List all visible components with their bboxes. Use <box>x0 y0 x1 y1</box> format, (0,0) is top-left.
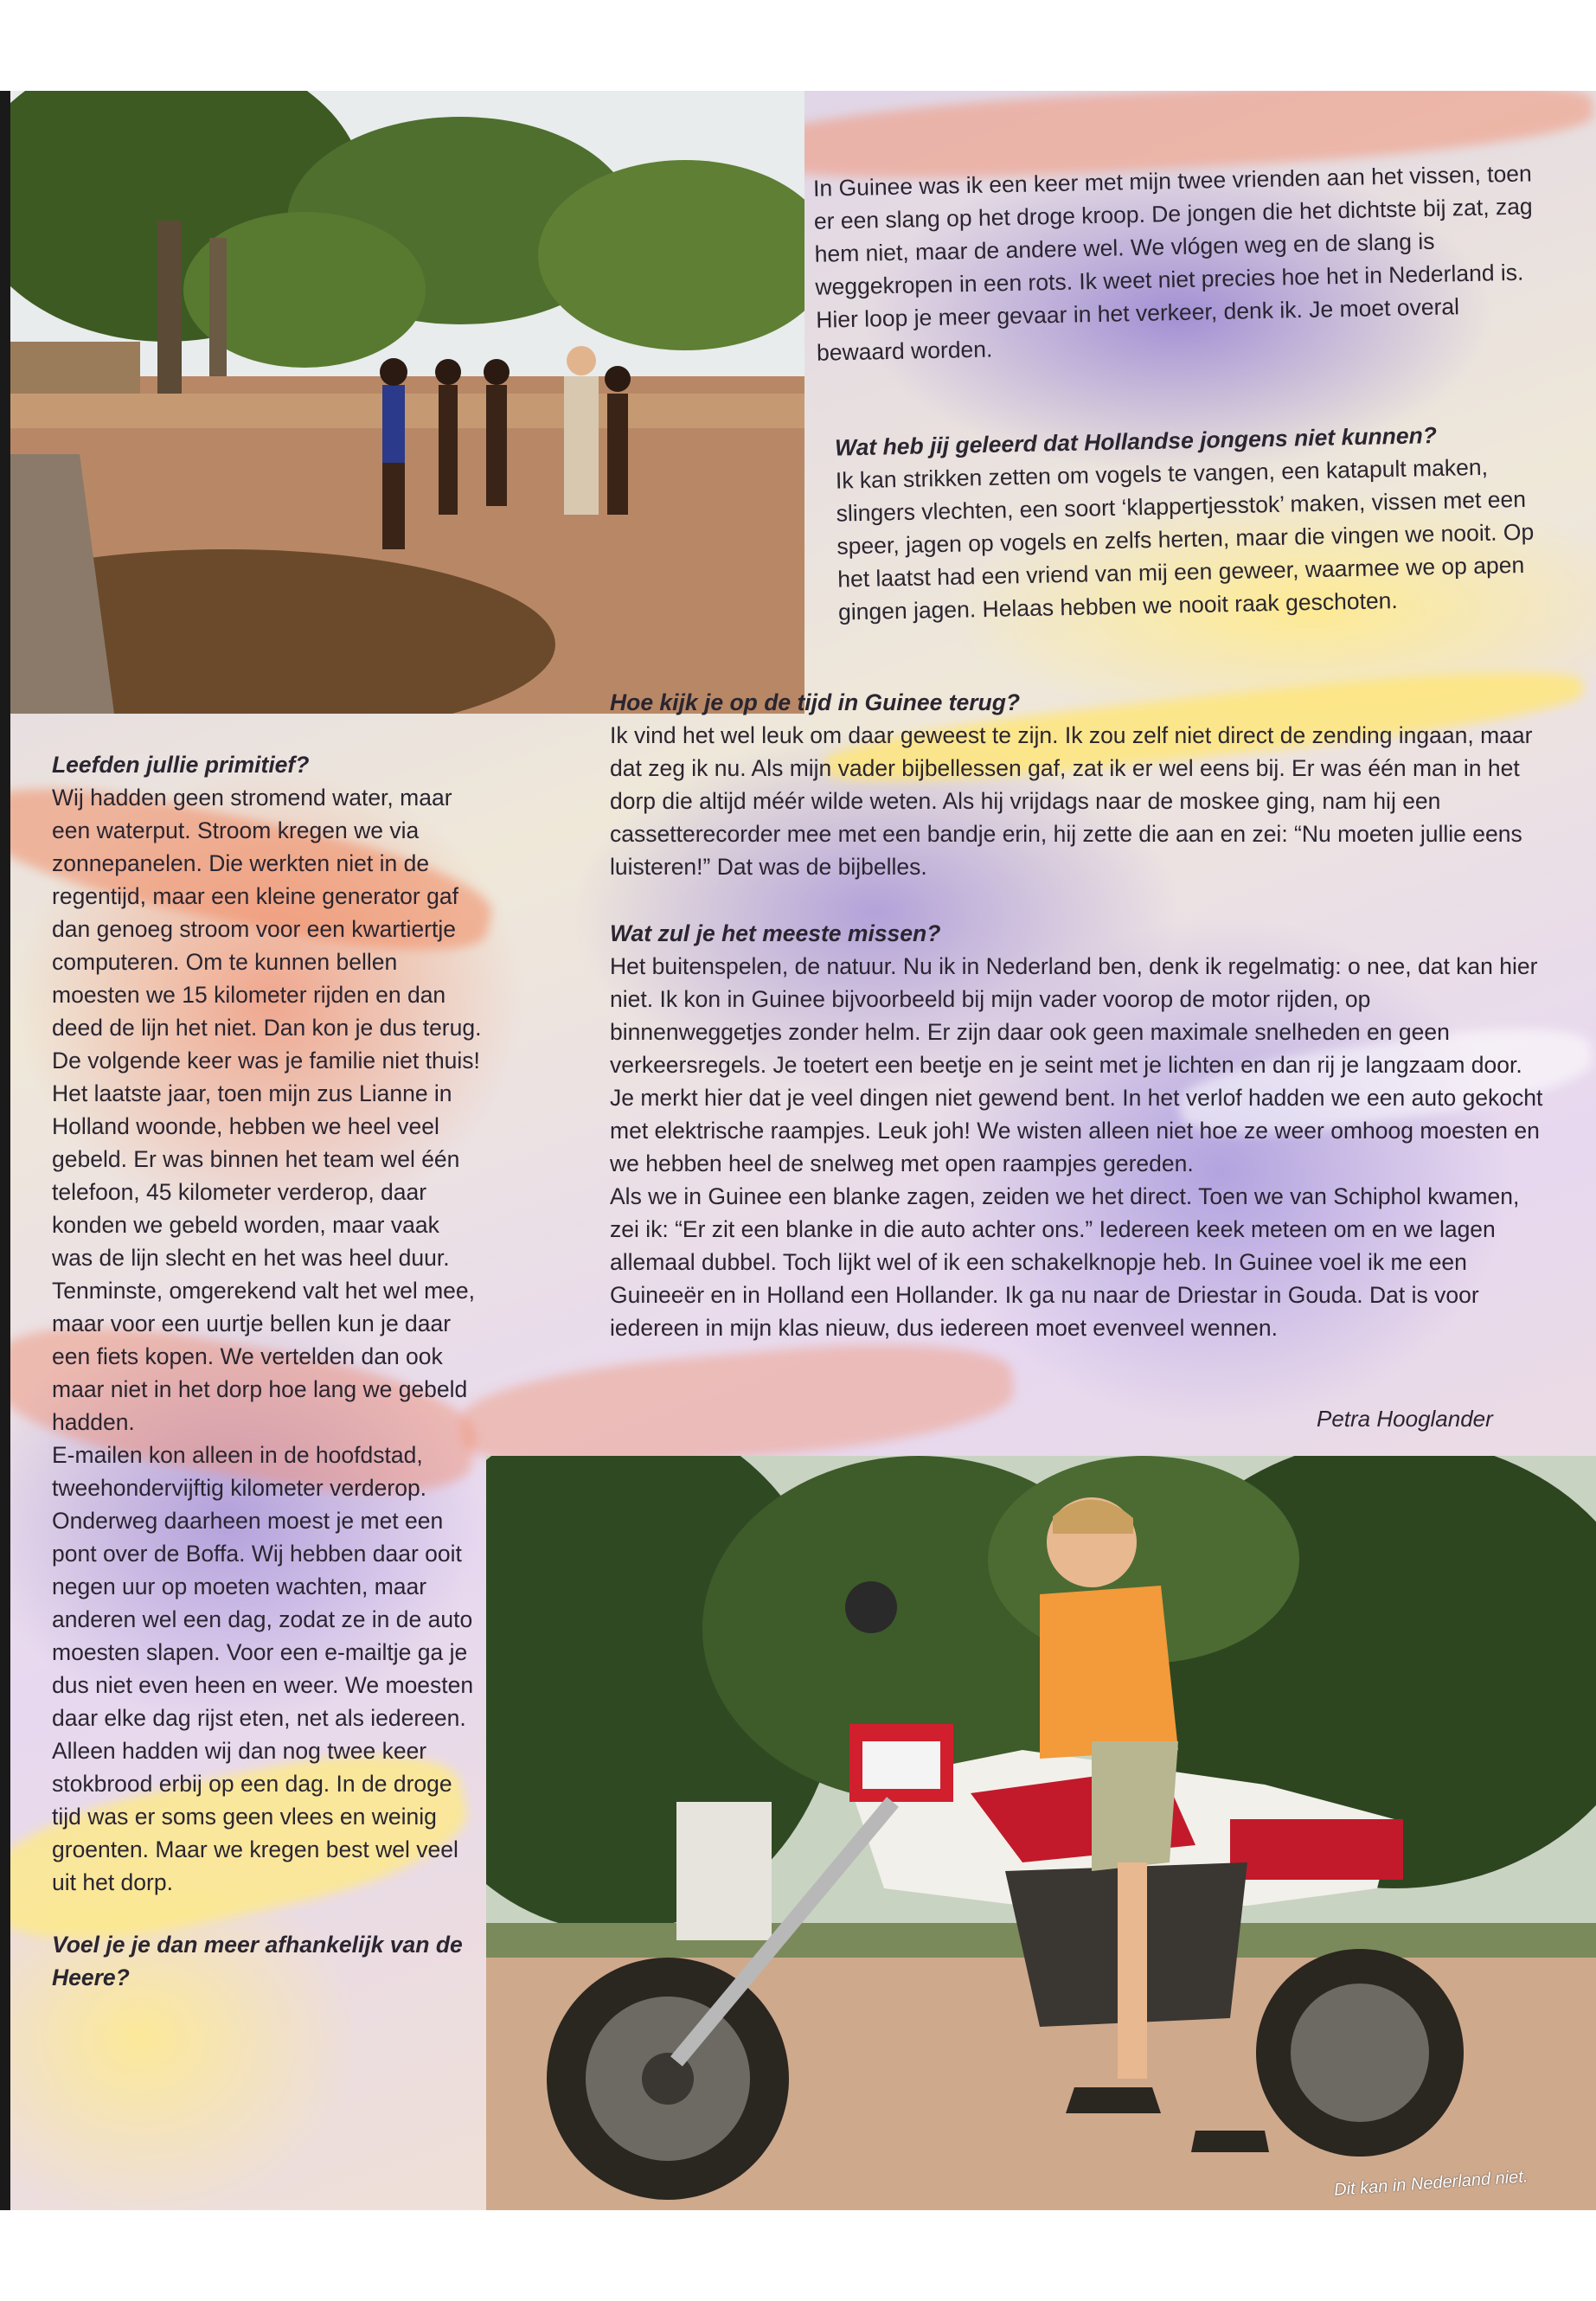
intro-paragraph: In Guinee was ik een keer met mijn twee vrienden aan het vissen, toen er een slang op het droge kroop. De jongen die het dichtste bij zat, zag hem niet, maar de andere wel. We vlógen weg en de slang is weggekropen in een rots. Ik weet niet precies hoe het in Nederland is. Hier loop je meer gevaar in het verkeer, denk ik. Je moet overal bewaard worden. <box>812 160 1533 366</box>
author-signature: Petra Hooglander <box>1317 1406 1493 1432</box>
question-dependent: Voel je je dan meer afhankelijk van de Heere? <box>52 1932 463 1990</box>
boy-on-motorbike-photo <box>486 1456 1596 2210</box>
answer-primitive-part2: E-mailen kon alleen in de hoofdstad, tweehondervijftig kilometer verderop. Onderweg daarheen moest je met een pont over de Boffa. Wij hebben daar ooit negen uur op moeten wachten, maar anderen wel een dag, zodat ze in de auto moesten slapen. Voor een e-mailtje ga je dus niet even heen en weer. We moesten daar elke dag rijst eten, net als iedereen. Alleen hadden wij dan nog twee keer stokbrood erbij op een dag. In de droge tijd was er soms geen vlees en weinig groenten. Maar we kregen best wel veel uit het dorp. <box>52 1442 474 1895</box>
photo-caption: Dit kan in Nederland niet. <box>1333 2167 1529 2200</box>
lookback-block <box>610 686 1544 883</box>
skills-block <box>835 416 1548 628</box>
answer-lookback: Ik vind het wel leuk om daar geweest te zijn. Ik zou zelf niet direct de zending ingaan, maar dat zeg ik nu. Als mijn vader bijbellessen gaf, zat ik er wel eens bij. Er was één man in het dorp die altijd méér wilde weten. Als hij vrijdags naar de moskee ging, nam hij een cassetterecorder mee met een bandje erin, hij zette die aan en zei: “Nu moeten jullie eens luisteren!” Dat was de bijbelles. <box>610 722 1533 880</box>
page-left-edge <box>0 91 10 2210</box>
question-lookback: Hoe kijk je op de tijd in Guinee terug? <box>610 689 1021 715</box>
intro-paragraph-block <box>813 157 1544 369</box>
answer-miss-part1: Het buitenspelen, de natuur. Nu ik in Nederland ben, denk ik regelmatig: o nee, dat kan hier niet. Ik kon in Guinee bijvoorbeeld bij mijn vader voorop de motor rijden, op binnenweggetjes zonder helm. Er zijn daar ook geen maximale snelheden en geen verkeersregels. Je toetert een beetje en je seint met je lichten en dan rij je langzaam door. Je merkt hier dat je veel dingen niet gewend bent. In het verlof hadden we een auto gekocht met elektrische raampjes. Leuk joh! We wisten alleen niet hoe ze weer omhoog moesten en we hebben heel de snelweg met open raampjes gereden. <box>610 953 1543 1176</box>
question-primitive: Leefden jullie primitief? <box>52 752 310 778</box>
answer-primitive-part1: Wij hadden geen stromend water, maar een waterput. Stroom kregen we via zonnepanelen. Die werkten niet in de regentijd, maar een kleine generator gaf dan genoeg stroom voor een kwartiertje computeren. Om te kunnen bellen moesten we 15 kilometer rijden en dan deed de lijn het niet. Dan kon je dus terug. De volgende keer was je familie niet thuis! Het laatste jaar, toen mijn zus Lianne in Holland woonde, hebben we heel veel gebeld. Er was binnen het team wel één telefoon, 45 kilometer verderop, daar konden we gebeld worden, maar vaak was de lijn slecht en het was heel duur. Tenminste, omgerekend valt het wel mee, maar voor een uurtje bellen kun je daar een fiets kopen. We vertelden dan ook maar niet in het dorp hoe lang we gebeld hadden. <box>52 785 482 1435</box>
question-skills: Wat heb jij geleerd dat Hollandse jongens niet kunnen? <box>834 422 1438 461</box>
answer-skills: Ik kan strikken zetten om vogels te vangen, een katapult maken, slingers vlechten, een soort ‘klappertjesstok’ maken, vissen met een speer, jagen op vogels en zelfs herten, maar die vingen we nooit. Op het laatst had een vriend van mij een geweer, waarmee we op apen gingen jagen. Helaas hebben we nooit raak geschoten. <box>835 453 1535 625</box>
village-children-photo <box>10 91 804 714</box>
miss-block <box>610 917 1544 1344</box>
magazine-page <box>10 91 1596 2210</box>
answer-miss-part2: Als we in Guinee een blanke zagen, zeiden we het direct. Toen we van Schiphol kwamen, zei ik: “Er zit een blanke in die auto achter ons.” Iedereen keek meteen om en we lagen allemaal dubbel. Toch lijkt wel of ik een schakelknopje heb. In Guinee voel ik me een Guineeër en in Holland een Hollander. Ik ga nu naar de Driestar in Gouda. Dat is voor iedereen in mijn klas nieuw, dus iedereen moet evenveel wennen. <box>610 1183 1520 1341</box>
question-miss: Wat zul je het meeste missen? <box>610 920 941 946</box>
primitive-block <box>52 748 484 1994</box>
